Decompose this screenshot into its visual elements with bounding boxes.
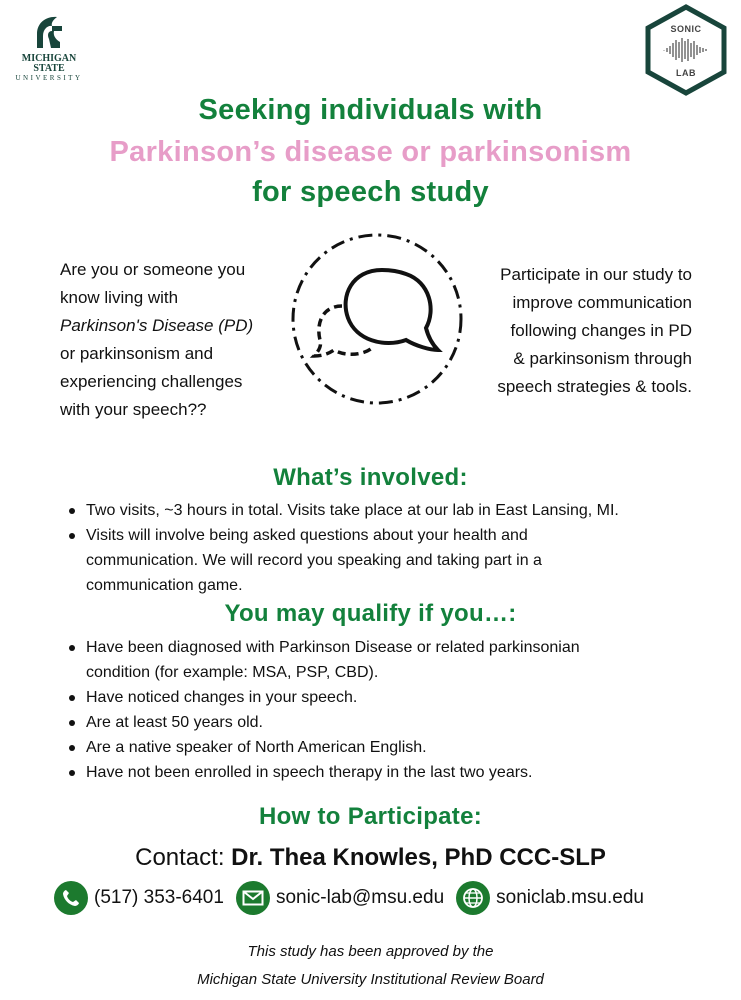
email-contact[interactable] <box>236 881 444 915</box>
website-contact[interactable] <box>456 881 644 915</box>
list-item: Two visits, ~3 hours in total. Visits take place at our lab in East Lansing, MI. <box>86 498 619 523</box>
sonic-lab-logo <box>644 4 728 96</box>
list-item: Have noticed changes in your speech. <box>86 685 580 710</box>
contact-name: Dr. Thea Knowles, PhD CCC-SLP <box>231 844 606 871</box>
globe-icon <box>456 881 490 915</box>
contact-label: Contact: <box>135 844 232 871</box>
intro-left-line: with your speech?? <box>60 400 207 419</box>
footer-line-1: This study has been approved by the <box>247 943 494 960</box>
intro-left-line: Are you or someone you <box>60 260 246 279</box>
lab-name-bottom: LAB <box>676 68 696 78</box>
intro-left-line: know living with <box>60 288 179 307</box>
title-line-3: for speech study <box>252 176 489 208</box>
intro-left-line: or parkinsonism and <box>60 344 214 363</box>
list-item: Are a native speaker of North American English. <box>86 735 580 760</box>
list-item: Have been diagnosed with Parkinson Disease or related parkinsonian condition (for example: MSA, PSP, CBD). <box>86 635 580 685</box>
hexagon-soundwave-icon <box>644 4 728 96</box>
intro-right-line: improve communication <box>512 293 692 312</box>
intro-left-line: experiencing challenges <box>60 372 243 391</box>
qualify-heading: You may qualify if you…: <box>224 600 517 627</box>
participate-heading: How to Participate: <box>258 803 483 830</box>
irb-footer <box>0 938 741 994</box>
phone-contact[interactable] <box>54 881 224 915</box>
phone-number[interactable]: (517) 353-6401 <box>94 887 224 908</box>
footer-line-2: Michigan State University Institutional Review Board <box>197 971 544 988</box>
spartan-helmet-icon <box>29 12 69 52</box>
envelope-icon <box>236 881 270 915</box>
title-line-1: Seeking individuals with <box>198 94 543 126</box>
contact-row <box>54 880 656 916</box>
involved-heading: What’s involved: <box>273 464 468 491</box>
intro-left-line: Parkinson's Disease (PD) <box>60 316 254 335</box>
intro-right-line: following changes in PD <box>510 321 692 340</box>
intro-left-text <box>60 256 295 424</box>
msu-logo <box>6 12 92 80</box>
university-name: MICHIGAN STATE <box>21 53 77 74</box>
lab-name-top: SONIC <box>670 24 702 34</box>
title-line-2: Parkinson’s disease or parkinsonism <box>109 136 632 168</box>
phone-icon <box>54 881 88 915</box>
intro-right-line: Participate in our study to <box>500 265 692 284</box>
intro-right-line: & parkinsonism through <box>513 349 692 368</box>
speech-bubbles-icon <box>282 224 472 414</box>
email-address[interactable]: sonic-lab@msu.edu <box>275 887 445 908</box>
intro-right-line: speech strategies & tools. <box>497 377 692 396</box>
intro-right-text <box>455 261 692 401</box>
list-item: Visits will involve being asked questions about your health and communication. We will record you speaking and taking part in a communication game. <box>86 523 619 598</box>
university-subtitle: UNIVERSITY <box>15 74 83 82</box>
website-url[interactable]: soniclab.msu.edu <box>496 887 645 908</box>
involved-list <box>60 498 619 598</box>
list-item: Are at least 50 years old. <box>86 710 580 735</box>
list-item: Have not been enrolled in speech therapy in the last two years. <box>86 760 580 785</box>
contact-line <box>0 844 741 872</box>
qualify-list <box>60 635 580 785</box>
